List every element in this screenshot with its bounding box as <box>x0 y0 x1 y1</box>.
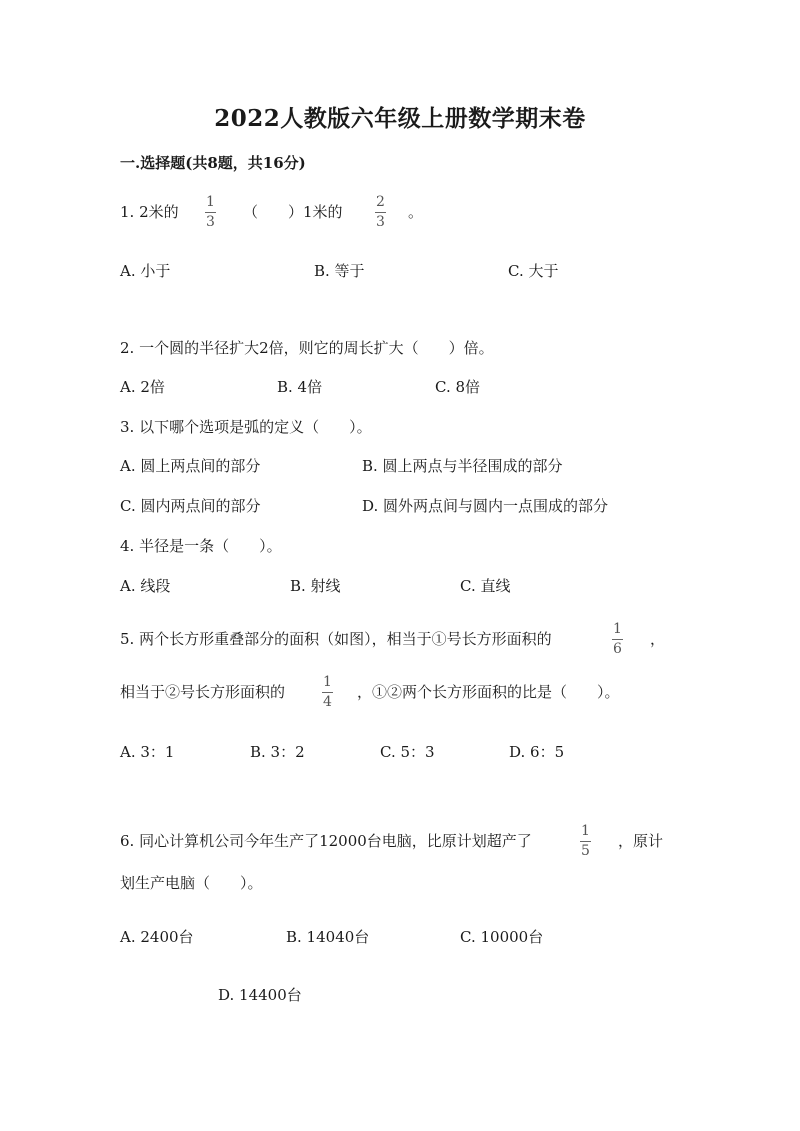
q2-option-b[interactable]: B. 4倍 <box>277 378 323 396</box>
page-title: 2022人教版六年级上册数学期末卷 <box>214 105 586 132</box>
fraction-numerator: 1 <box>323 674 332 690</box>
fraction-bar <box>580 841 591 842</box>
fraction-bar <box>612 639 623 640</box>
q6-option-b[interactable]: B. 14040台 <box>286 928 370 946</box>
q2-option-a[interactable]: A. 2倍 <box>120 378 165 396</box>
q6-text-line1-end: ，原计 <box>618 832 664 850</box>
fraction-denominator: 5 <box>581 843 590 859</box>
q6-option-c[interactable]: C. 10000台 <box>460 928 544 946</box>
fraction-bar <box>205 212 216 213</box>
fraction-numerator: 1 <box>613 621 622 637</box>
q1-fraction-1 <box>205 195 216 230</box>
q6-option-a[interactable]: A. 2400台 <box>120 928 194 946</box>
q5-text-line2-end: ，①②两个长方形面积的比是（ ）。 <box>357 683 620 701</box>
q5-option-c[interactable]: C. 5：3 <box>380 743 435 761</box>
q3-option-a[interactable]: A. 圆上两点间的部分 <box>120 457 261 475</box>
q4-option-c[interactable]: C. 直线 <box>460 577 511 595</box>
q2-text: 2. 一个圆的半径扩大2倍，则它的周长扩大（ ）倍。 <box>120 339 494 357</box>
q1-option-c[interactable]: C. 大于 <box>508 262 559 280</box>
q5-fraction-1 <box>612 622 623 657</box>
q3-option-b[interactable]: B. 圆上两点与半径围成的部分 <box>362 457 563 475</box>
q4-option-a[interactable]: A. 线段 <box>120 577 171 595</box>
q5-text-line1-end: ， <box>650 630 666 648</box>
q3-text: 3. 以下哪个选项是弧的定义（ ）。 <box>120 418 372 436</box>
q1-text-a: 1. 2米的 <box>120 203 179 221</box>
q1-fraction-2 <box>375 195 386 230</box>
q4-text: 4. 半径是一条（ ）。 <box>120 537 282 555</box>
q6-fraction-1 <box>580 824 591 859</box>
q1-text-b: （ ）1米的 <box>243 203 343 221</box>
q5-text-line1: 5. 两个长方形重叠部分的面积（如图），相当于①号长方形面积的 <box>120 630 552 648</box>
q3-option-c[interactable]: C. 圆内两点间的部分 <box>120 497 261 515</box>
q2-option-c[interactable]: C. 8倍 <box>435 378 481 396</box>
fraction-bar <box>322 692 333 693</box>
fraction-numerator: 2 <box>376 194 385 210</box>
q5-option-b[interactable]: B. 3：2 <box>250 743 305 761</box>
fraction-bar <box>375 212 386 213</box>
fraction-numerator: 1 <box>581 823 590 839</box>
q1-option-b[interactable]: B. 等于 <box>314 262 365 280</box>
section-heading: 一.选择题(共8题，共16分) <box>120 154 306 172</box>
q1-option-a[interactable]: A. 小于 <box>120 262 171 280</box>
q4-option-b[interactable]: B. 射线 <box>290 577 341 595</box>
fraction-denominator: 3 <box>206 214 215 230</box>
q5-fraction-2 <box>322 675 333 710</box>
q5-option-d[interactable]: D. 6：5 <box>509 743 565 761</box>
fraction-denominator: 4 <box>323 694 332 710</box>
fraction-numerator: 1 <box>206 194 215 210</box>
q6-text-line2: 划生产电脑（ ）。 <box>120 874 263 892</box>
q6-option-d[interactable]: D. 14400台 <box>218 986 302 1004</box>
q6-text-line1: 6. 同心计算机公司今年生产了12000台电脑，比原计划超产了 <box>120 832 532 850</box>
q5-option-a[interactable]: A. 3：1 <box>120 743 175 761</box>
q5-text-line2: 相当于②号长方形面积的 <box>120 683 286 701</box>
fraction-denominator: 6 <box>613 641 622 657</box>
q3-option-d[interactable]: D. 圆外两点间与圆内一点围成的部分 <box>362 497 609 515</box>
fraction-denominator: 3 <box>376 214 385 230</box>
q1-text-c: 。 <box>408 203 424 221</box>
